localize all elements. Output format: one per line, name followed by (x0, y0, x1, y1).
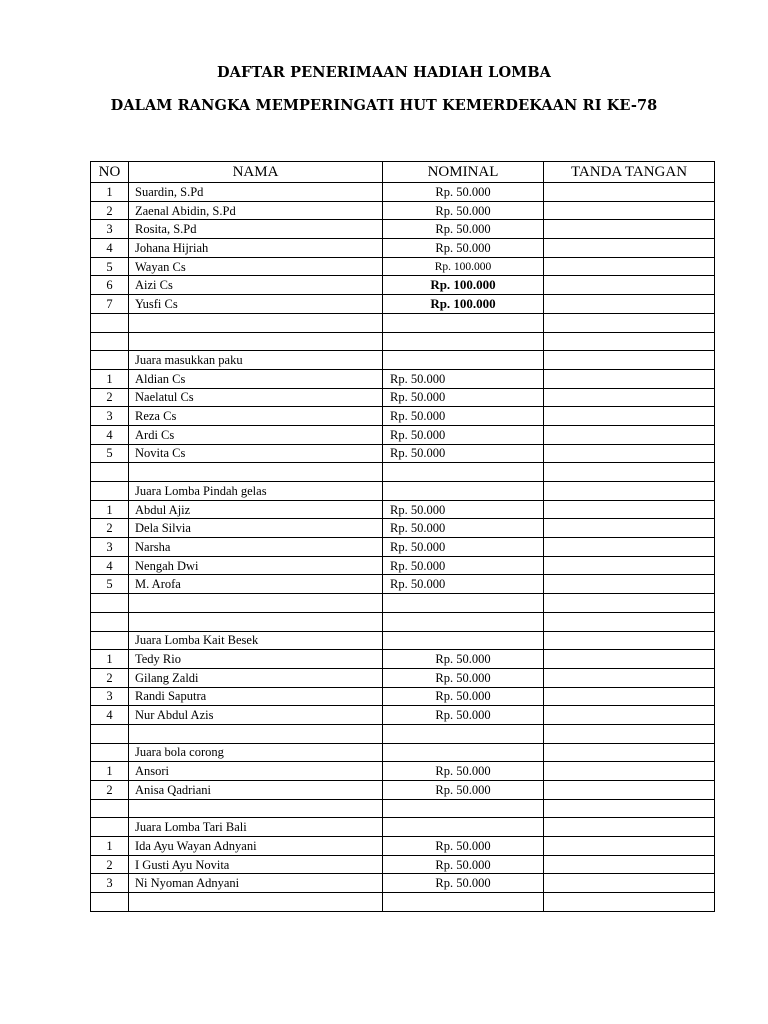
row-nominal: Rp. 50.000 (383, 762, 544, 781)
row-nominal: Rp. 50.000 (383, 687, 544, 706)
document-subtitle: DALAM RANGKA MEMPERINGATI HUT KEMERDEKAAN RI KE-78 (110, 97, 658, 114)
header-no: NO (91, 162, 129, 183)
row-name: Zaenal Abidin, S.Pd (129, 201, 383, 220)
row-number: 3 (91, 538, 129, 557)
table-row (91, 257, 715, 276)
row-nominal: Rp. 50.000 (383, 781, 544, 800)
row-signature-cell[interactable] (544, 463, 715, 482)
row-signature-cell[interactable] (544, 201, 715, 220)
table-row (91, 332, 715, 351)
row-nominal (383, 743, 544, 762)
row-number (91, 724, 129, 743)
row-name: Abdul Ajiz (129, 500, 383, 519)
header-tanda-tangan: TANDA TANGAN (544, 162, 715, 183)
table-row (91, 687, 715, 706)
row-signature-cell[interactable] (544, 538, 715, 557)
row-signature-cell[interactable] (544, 313, 715, 332)
row-nominal: Rp. 50.000 (383, 706, 544, 725)
row-signature-cell[interactable] (544, 257, 715, 276)
row-name: Yusfi Cs (129, 295, 383, 314)
row-nominal: Rp. 50.000 (383, 855, 544, 874)
row-name: Anisa Qadriani (129, 781, 383, 800)
row-signature-cell[interactable] (544, 239, 715, 258)
row-nominal (383, 799, 544, 818)
row-number: 5 (91, 575, 129, 594)
row-number: 7 (91, 295, 129, 314)
row-name: Aldian Cs (129, 369, 383, 388)
row-number: 2 (91, 388, 129, 407)
row-signature-cell[interactable] (544, 818, 715, 837)
table-row (91, 556, 715, 575)
row-signature-cell[interactable] (544, 799, 715, 818)
row-nominal (383, 818, 544, 837)
table-row (91, 818, 715, 837)
row-number: 3 (91, 874, 129, 893)
row-name: Juara Lomba Pindah gelas (129, 482, 383, 501)
row-name: Juara Lomba Kait Besek (129, 631, 383, 650)
table-row (91, 612, 715, 631)
table-row (91, 220, 715, 239)
row-nominal: Rp. 50.000 (383, 575, 544, 594)
row-name (129, 594, 383, 613)
row-number: 5 (91, 444, 129, 463)
table-row (91, 388, 715, 407)
table-row (91, 201, 715, 220)
row-number: 4 (91, 239, 129, 258)
row-number: 5 (91, 257, 129, 276)
row-number (91, 893, 129, 912)
table-row (91, 781, 715, 800)
row-nominal: Rp. 50.000 (383, 444, 544, 463)
row-signature-cell[interactable] (544, 687, 715, 706)
row-number (91, 313, 129, 332)
row-name (129, 799, 383, 818)
row-signature-cell[interactable] (544, 444, 715, 463)
table-row (91, 724, 715, 743)
row-signature-cell[interactable] (544, 351, 715, 370)
table-row (91, 799, 715, 818)
row-nominal: Rp. 100.000 (383, 295, 544, 314)
row-signature-cell[interactable] (544, 743, 715, 762)
row-signature-cell[interactable] (544, 575, 715, 594)
row-nominal (383, 313, 544, 332)
table-row (91, 893, 715, 912)
row-name: Reza Cs (129, 407, 383, 426)
row-signature-cell[interactable] (544, 482, 715, 501)
row-nominal (383, 724, 544, 743)
table-row (91, 762, 715, 781)
row-signature-cell[interactable] (544, 724, 715, 743)
row-number: 1 (91, 650, 129, 669)
row-number (91, 818, 129, 837)
row-signature-cell[interactable] (544, 276, 715, 295)
table-row (91, 407, 715, 426)
row-number: 2 (91, 781, 129, 800)
table-row (91, 594, 715, 613)
row-name: Ni Nyoman Adnyani (129, 874, 383, 893)
row-number (91, 594, 129, 613)
table-row (91, 874, 715, 893)
table-row (91, 837, 715, 856)
row-signature-cell[interactable] (544, 407, 715, 426)
row-nominal (383, 893, 544, 912)
table-row (91, 313, 715, 332)
row-name: Naelatul Cs (129, 388, 383, 407)
row-name: Nengah Dwi (129, 556, 383, 575)
row-number (91, 482, 129, 501)
row-number: 2 (91, 519, 129, 538)
row-name: Ida Ayu Wayan Adnyani (129, 837, 383, 856)
row-nominal: Rp. 50.000 (383, 220, 544, 239)
table-row (91, 444, 715, 463)
row-number: 4 (91, 706, 129, 725)
row-signature-cell[interactable] (544, 332, 715, 351)
row-name (129, 612, 383, 631)
table-row (91, 575, 715, 594)
row-name: M. Arofa (129, 575, 383, 594)
table-row (91, 482, 715, 501)
table-row (91, 276, 715, 295)
row-signature-cell[interactable] (544, 837, 715, 856)
table-row (91, 538, 715, 557)
table-row (91, 500, 715, 519)
row-name (129, 463, 383, 482)
table-row (91, 631, 715, 650)
table-row (91, 668, 715, 687)
row-nominal: Rp. 50.000 (383, 407, 544, 426)
row-number (91, 463, 129, 482)
table-header-row (91, 162, 715, 183)
row-name: Juara bola corong (129, 743, 383, 762)
row-number: 1 (91, 762, 129, 781)
table-row (91, 463, 715, 482)
row-signature-cell[interactable] (544, 668, 715, 687)
row-signature-cell[interactable] (544, 220, 715, 239)
row-name: Ansori (129, 762, 383, 781)
table-row (91, 855, 715, 874)
row-signature-cell[interactable] (544, 706, 715, 725)
header-nominal: NOMINAL (383, 162, 544, 183)
row-nominal (383, 612, 544, 631)
row-signature-cell[interactable] (544, 556, 715, 575)
row-signature-cell[interactable] (544, 855, 715, 874)
row-nominal: Rp. 100.000 (383, 276, 544, 295)
row-nominal (383, 463, 544, 482)
row-number: 2 (91, 855, 129, 874)
row-signature-cell[interactable] (544, 762, 715, 781)
row-nominal: Rp. 50.000 (383, 425, 544, 444)
row-signature-cell[interactable] (544, 612, 715, 631)
row-name: Wayan Cs (129, 257, 383, 276)
table-row (91, 519, 715, 538)
row-signature-cell[interactable] (544, 295, 715, 314)
row-name: Juara masukkan paku (129, 351, 383, 370)
row-name (129, 313, 383, 332)
row-number (91, 612, 129, 631)
row-nominal: Rp. 50.000 (383, 519, 544, 538)
table-row (91, 650, 715, 669)
table-row (91, 425, 715, 444)
row-number (91, 631, 129, 650)
row-number: 1 (91, 183, 129, 202)
recipient-table (90, 161, 715, 912)
row-name: Gilang Zaldi (129, 668, 383, 687)
row-nominal: Rp. 50.000 (383, 388, 544, 407)
row-nominal: Rp. 50.000 (383, 369, 544, 388)
row-signature-cell[interactable] (544, 519, 715, 538)
row-number (91, 799, 129, 818)
row-nominal: Rp. 50.000 (383, 837, 544, 856)
row-number: 2 (91, 668, 129, 687)
row-number: 1 (91, 837, 129, 856)
row-signature-cell[interactable] (544, 369, 715, 388)
table-row (91, 706, 715, 725)
row-nominal: Rp. 50.000 (383, 183, 544, 202)
row-nominal: Rp. 50.000 (383, 538, 544, 557)
row-name: I Gusti Ayu Novita (129, 855, 383, 874)
row-number: 3 (91, 220, 129, 239)
row-name (129, 332, 383, 351)
row-nominal (383, 482, 544, 501)
row-name: Ardi Cs (129, 425, 383, 444)
table-body (91, 183, 715, 912)
row-number: 1 (91, 500, 129, 519)
row-name (129, 724, 383, 743)
row-name: Nur Abdul Azis (129, 706, 383, 725)
row-name: Randi Saputra (129, 687, 383, 706)
row-signature-cell[interactable] (544, 388, 715, 407)
row-number: 3 (91, 407, 129, 426)
row-name: Aizi Cs (129, 276, 383, 295)
row-name: Tedy Rio (129, 650, 383, 669)
row-nominal: Rp. 50.000 (383, 500, 544, 519)
row-signature-cell[interactable] (544, 781, 715, 800)
table-row (91, 369, 715, 388)
row-nominal: Rp. 50.000 (383, 239, 544, 258)
row-nominal: Rp. 50.000 (383, 650, 544, 669)
table-row (91, 183, 715, 202)
row-number: 4 (91, 556, 129, 575)
row-number (91, 332, 129, 351)
row-number: 3 (91, 687, 129, 706)
document-title: DAFTAR PENERIMAAN HADIAH LOMBA (216, 64, 552, 81)
header-nama: NAMA (129, 162, 383, 183)
row-nominal (383, 332, 544, 351)
row-number: 2 (91, 201, 129, 220)
table-row (91, 239, 715, 258)
row-signature-cell[interactable] (544, 893, 715, 912)
row-signature-cell[interactable] (544, 874, 715, 893)
row-number (91, 743, 129, 762)
row-name: Rosita, S.Pd (129, 220, 383, 239)
row-signature-cell[interactable] (544, 500, 715, 519)
row-nominal: Rp. 100.000 (383, 257, 544, 276)
row-nominal (383, 594, 544, 613)
row-nominal: Rp. 50.000 (383, 201, 544, 220)
row-name: Juara Lomba Tari Bali (129, 818, 383, 837)
row-nominal (383, 631, 544, 650)
table-row (91, 351, 715, 370)
row-number (91, 351, 129, 370)
row-name: Novita Cs (129, 444, 383, 463)
row-signature-cell[interactable] (544, 650, 715, 669)
row-name: Dela Silvia (129, 519, 383, 538)
row-number: 4 (91, 425, 129, 444)
row-signature-cell[interactable] (544, 594, 715, 613)
row-nominal: Rp. 50.000 (383, 556, 544, 575)
row-nominal: Rp. 50.000 (383, 874, 544, 893)
table-row (91, 295, 715, 314)
table-row (91, 743, 715, 762)
row-nominal: Rp. 50.000 (383, 668, 544, 687)
row-name: Johana Hijriah (129, 239, 383, 258)
row-name: Suardin, S.Pd (129, 183, 383, 202)
row-signature-cell[interactable] (544, 425, 715, 444)
row-name: Narsha (129, 538, 383, 557)
row-nominal (383, 351, 544, 370)
row-number: 6 (91, 276, 129, 295)
row-name (129, 893, 383, 912)
row-signature-cell[interactable] (544, 631, 715, 650)
row-signature-cell[interactable] (544, 183, 715, 202)
row-number: 1 (91, 369, 129, 388)
